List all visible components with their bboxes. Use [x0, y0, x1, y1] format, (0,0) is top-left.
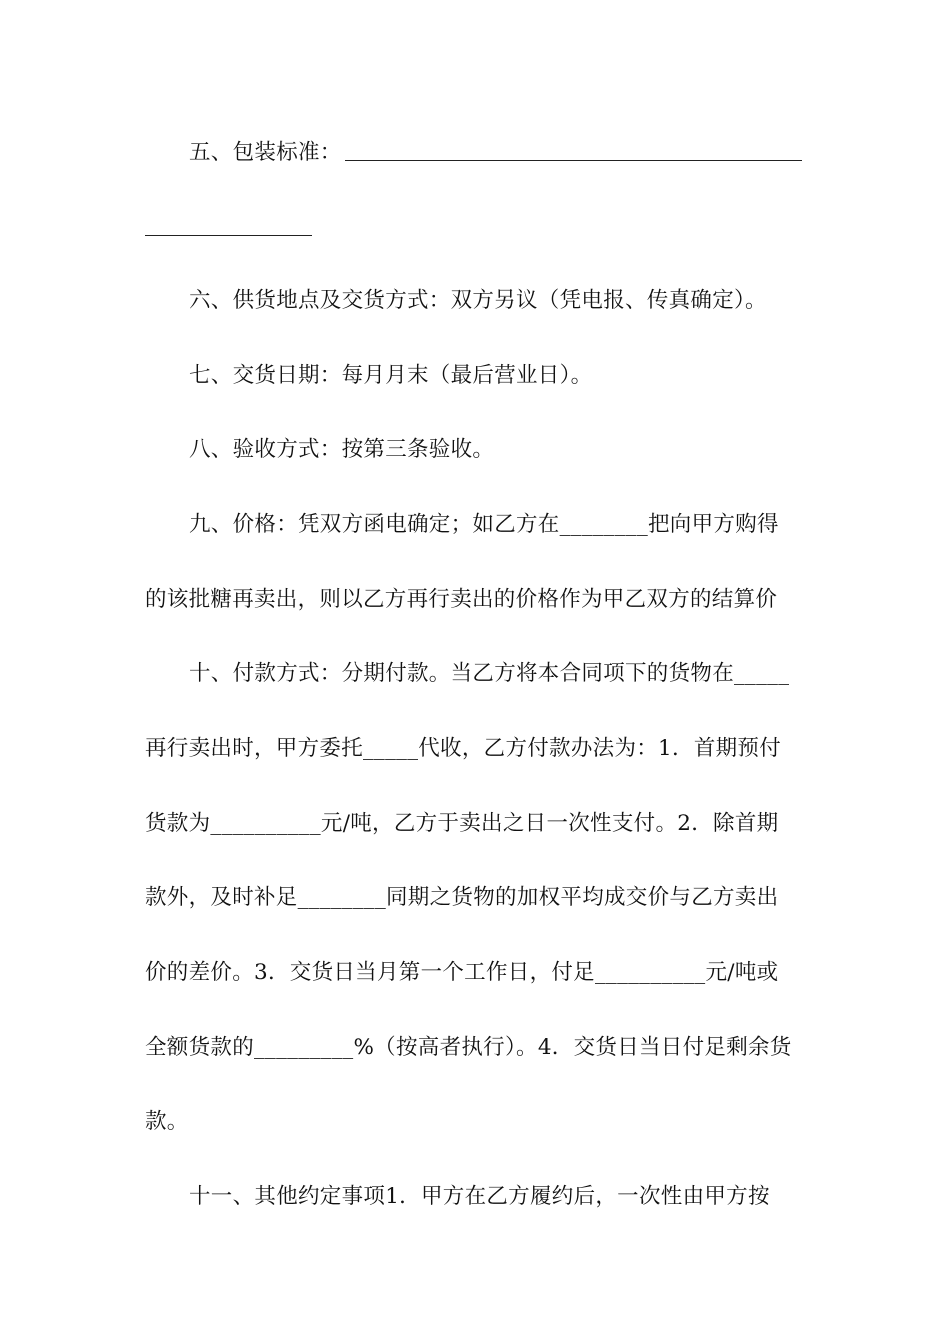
blank-underline-continued: [145, 235, 312, 236]
clause-7-delivery-date: 七、交货日期：每月月末（最后营业日）。: [189, 363, 593, 388]
clause-8-acceptance: 八、验收方式：按第三条验收。: [189, 437, 495, 462]
clause-10-payment-line-6: 全额货款的_________%（按高者执行）。4．交货日当日付足剩余货: [145, 1035, 792, 1060]
clause-10-payment-line-5: 价的差价。3．交货日当月第一个工作日，付足__________元/吨或: [145, 960, 779, 985]
clause-10-payment: 十、付款方式：分期付款。当乙方将本合同项下的货物在_____: [189, 661, 790, 686]
blank-underline: [345, 160, 802, 161]
clause-11-other-terms: 十一、其他约定事项1．甲方在乙方履约后，一次性由甲方按: [189, 1184, 770, 1209]
clause-6-delivery-place: 六、供货地点及交货方式：双方另议（凭电报、传真确定）。: [189, 288, 767, 313]
clause-9-price-continued: 的该批糖再卖出，则以乙方再行卖出的价格作为甲乙双方的结算价: [145, 587, 778, 612]
clause-10-payment-line-7: 款。: [145, 1109, 189, 1134]
clause-10-payment-line-2: 再行卖出时，甲方委托_____代收，乙方付款办法为：1．首期预付: [145, 736, 782, 761]
clause-10-payment-line-3: 货款为__________元/吨，乙方于卖出之日一次性支付。2．除首期: [145, 811, 779, 836]
clause-10-payment-line-4: 款外，及时补足________同期之货物的加权平均成交价与乙方卖出: [145, 885, 779, 910]
clause-5-packaging: 五、包装标准：: [189, 140, 342, 165]
clause-9-price: 九、价格：凭双方函电确定；如乙方在________把向甲方购得: [189, 512, 779, 537]
